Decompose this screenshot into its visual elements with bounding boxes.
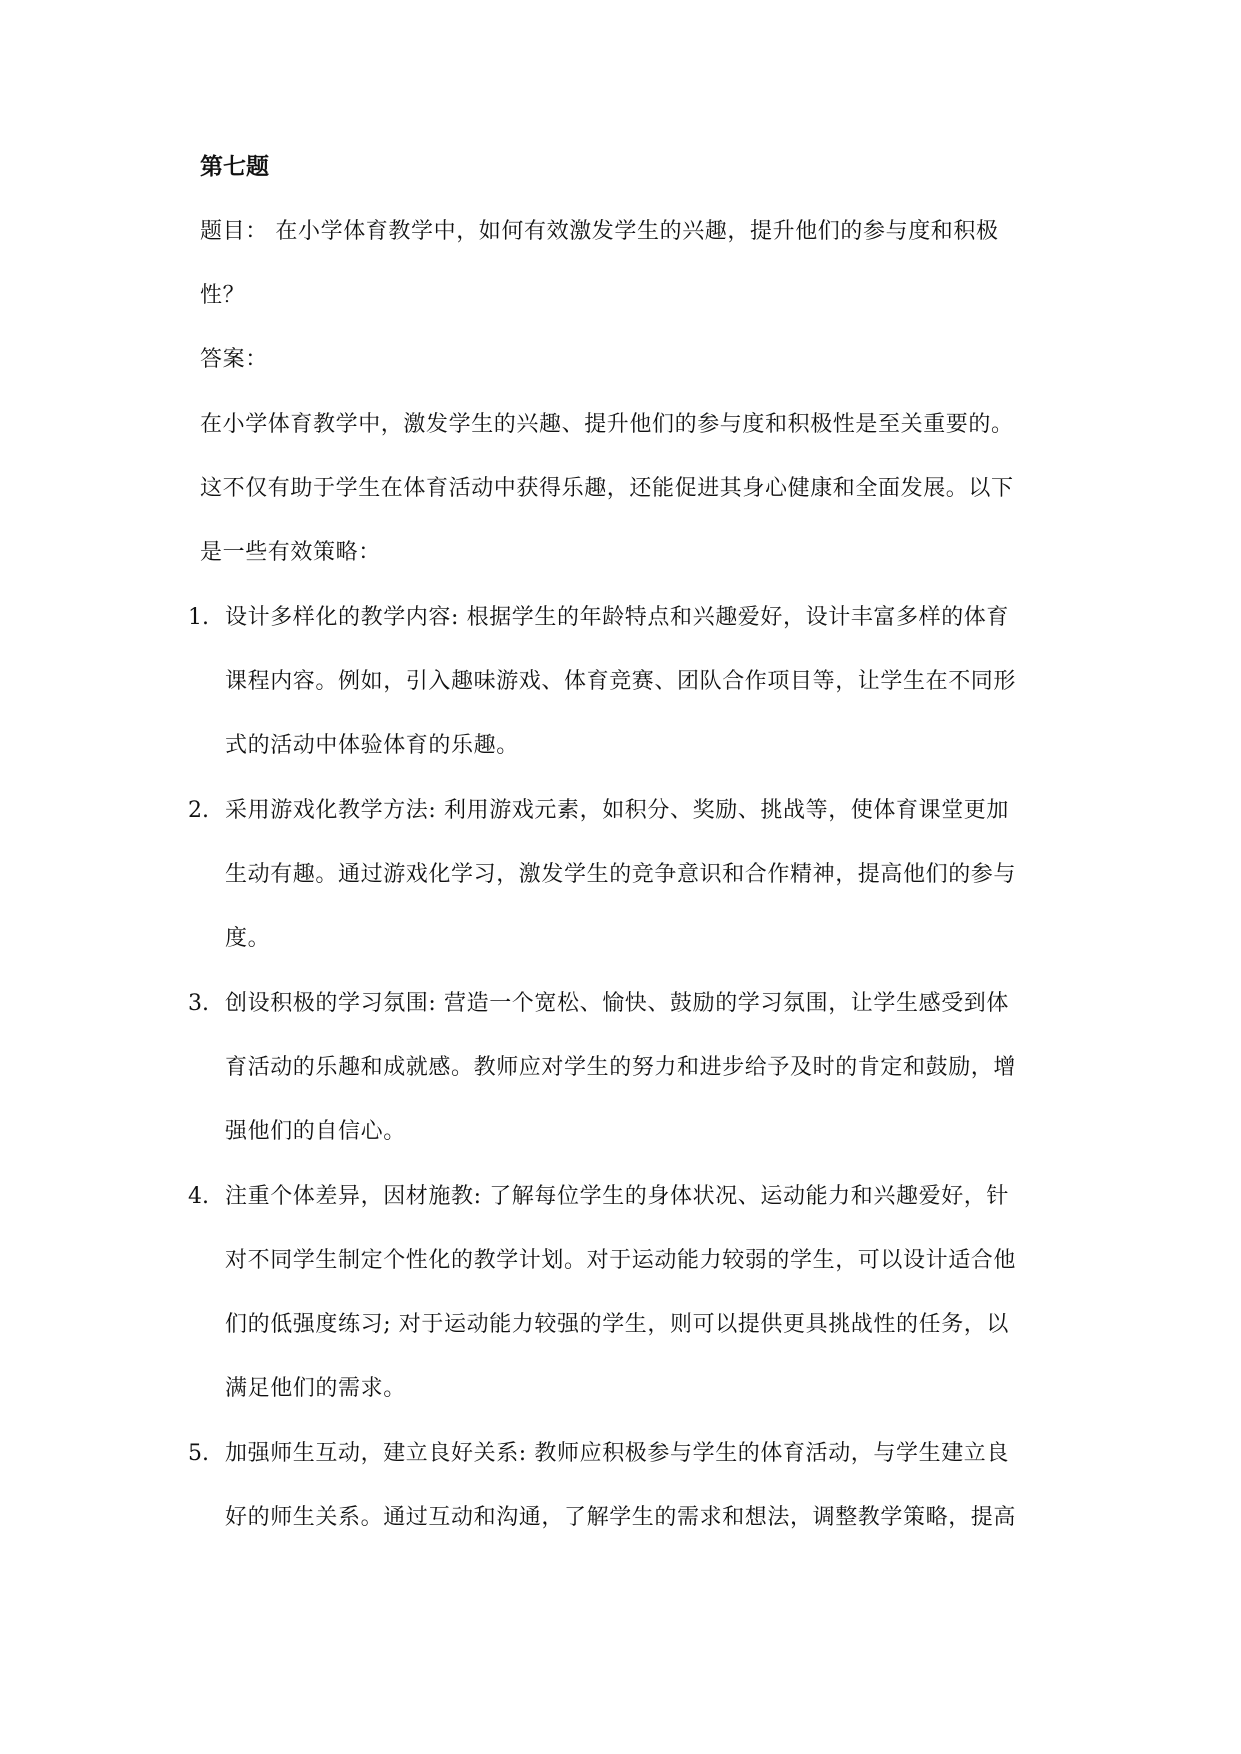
list-item-number: 3.	[188, 991, 209, 1016]
list-item-number: 5.	[188, 1441, 209, 1466]
list-item-line: 课程内容。例如，引入趣味游戏、体育竞赛、团队合作项目等，让学生在不同形	[225, 669, 1017, 694]
question-heading: 第七题	[200, 153, 269, 180]
list-item-line: 采用游戏化教学方法: 利用游戏元素，如积分、奖励、挑战等，使体育课堂更加	[225, 798, 1010, 823]
list-item-line: 式的活动中体验体育的乐趣。	[225, 733, 519, 758]
question-line-2: 性？	[200, 283, 246, 308]
list-item-line: 设计多样化的教学内容: 根据学生的年龄特点和兴趣爱好，设计丰富多样的体育	[225, 605, 1010, 630]
list-item-line: 育活动的乐趣和成就感。教师应对学生的努力和进步给予及时的肯定和鼓励，增	[225, 1055, 1017, 1080]
list-item-line: 度。	[225, 926, 271, 951]
question-line-1: 题目： 在小学体育教学中，如何有效激发学生的兴趣，提升他们的参与度和积极	[200, 219, 999, 244]
list-item-line: 强他们的自信心。	[225, 1119, 406, 1144]
list-item-line: 创设积极的学习氛围: 营造一个宽松、愉快、鼓励的学习氛围，让学生感受到体	[225, 991, 1010, 1016]
list-item-line: 们的低强度练习; 对于运动能力较强的学生，则可以提供更具挑战性的任务，以	[225, 1312, 1010, 1337]
intro-line-3: 是一些有效策略：	[200, 540, 381, 565]
list-item-line: 好的师生关系。通过互动和沟通，了解学生的需求和想法，调整教学策略，提高	[225, 1505, 1017, 1530]
intro-line-1: 在小学体育教学中，激发学生的兴趣、提升他们的参与度和积极性是至关重要的。	[200, 412, 1014, 437]
list-item-line: 生动有趣。通过游戏化学习，激发学生的竞争意识和合作精神，提高他们的参与	[225, 862, 1017, 887]
list-item-line: 注重个体差异，因材施教: 了解每位学生的身体状况、运动能力和兴趣爱好，针	[225, 1184, 1010, 1209]
list-item-number: 4.	[188, 1184, 209, 1209]
intro-line-2: 这不仅有助于学生在体育活动中获得乐趣，还能促进其身心健康和全面发展。以下	[200, 476, 1014, 501]
answer-label: 答案：	[200, 347, 268, 372]
list-item-line: 对不同学生制定个性化的教学计划。对于运动能力较弱的学生，可以设计适合他	[225, 1248, 1017, 1273]
list-item-number: 2.	[188, 798, 209, 823]
list-item-number: 1.	[188, 605, 209, 630]
list-item-line: 满足他们的需求。	[225, 1376, 406, 1401]
list-item-line: 加强师生互动，建立良好关系: 教师应积极参与学生的体育活动，与学生建立良	[225, 1441, 1010, 1466]
